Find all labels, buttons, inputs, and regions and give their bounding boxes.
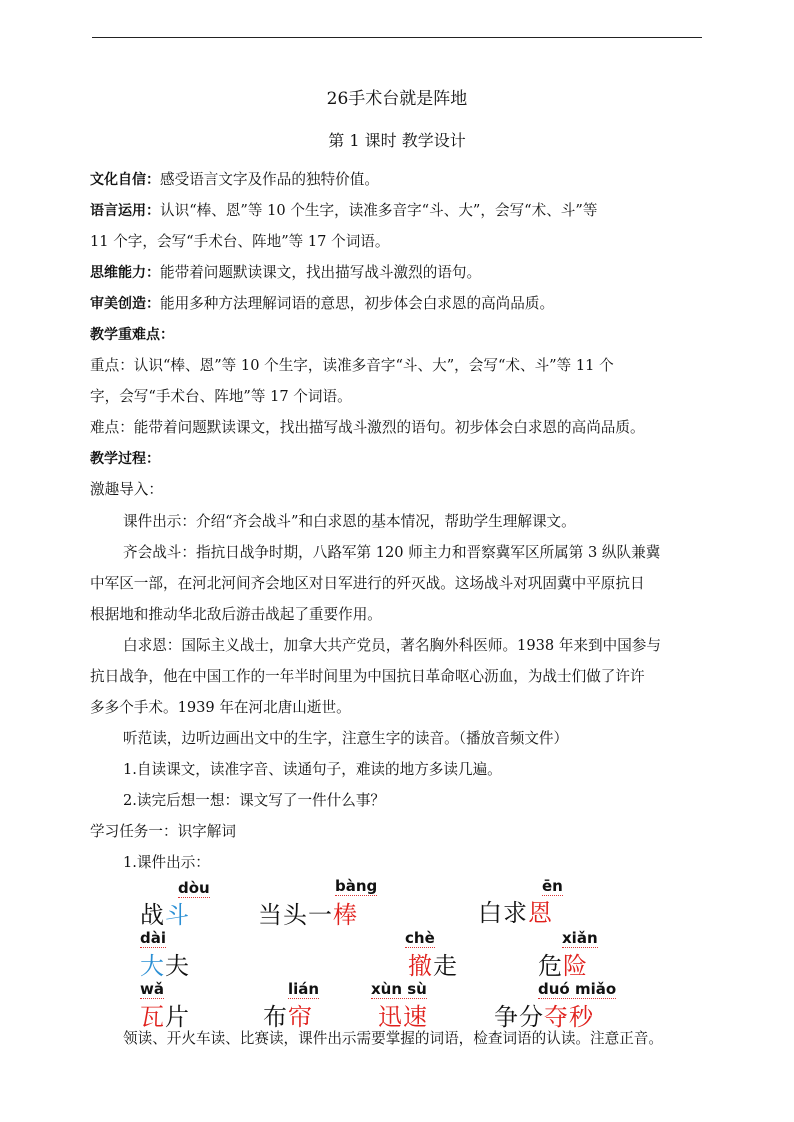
process-heading: 教学过程： <box>90 451 160 467</box>
pinyin-label: wǎ <box>140 980 164 998</box>
vocab-word: 瓦片 <box>140 1003 190 1031</box>
vocab-word: 战斗 <box>140 901 190 929</box>
goal-text: 认识“棒、恩”等 10 个生字，读准多音字“斗、大”，会写“术、斗”等 <box>160 202 598 219</box>
vocab-word: 当头一棒 <box>258 901 358 929</box>
task1-item: 1.课件出示： <box>123 854 210 871</box>
intro-line: 2.读完后想一想：课文写了一件什么事？ <box>123 792 386 809</box>
vocab-slide <box>138 875 658 1031</box>
goal-label: 语言运用： <box>90 203 160 219</box>
pinyin-label: dài <box>140 929 167 947</box>
key-points-heading: 教学重难点： <box>90 327 174 343</box>
intro-line: 中军区一部，在河北河间齐会地区对日军进行的歼灭战。这场战斗对巩固冀中平原抗日 <box>90 575 645 592</box>
goal-culture <box>90 170 379 190</box>
pinyin-label: xùn sù <box>371 980 427 998</box>
vocab-word: 大夫 <box>140 952 190 980</box>
goal-text: 能用多种方法理解词语的意思，初步体会白求恩的高尚品质。 <box>160 295 555 312</box>
task1-heading: 学习任务一：识字解词 <box>90 823 236 840</box>
pinyin-label: lián <box>288 980 320 998</box>
goal-aesthetic <box>90 294 554 314</box>
goal-thinking <box>90 263 481 283</box>
page-title: 26手术台就是阵地 <box>326 89 468 109</box>
goal-text: 能带着问题默读课文，找出描写战斗激烈的语句。 <box>160 264 482 281</box>
vocab-word: 撤走 <box>408 952 458 980</box>
key-point-line: 难点：能带着问题默读课文，找出描写战斗激烈的语句。初步体会白求恩的高尚品质。 <box>90 419 645 436</box>
closing-line: 领读、开火车读、比赛读，课件出示需要掌握的词语，检查词语的认读。注意正音。 <box>123 1030 663 1047</box>
intro-line: 1.自读课文，读准字音、读通句子，难读的地方多读几遍。 <box>123 761 502 778</box>
page-subtitle: 第 1 课时 教学设计 <box>328 131 466 150</box>
intro-heading: 激趣导入： <box>90 481 163 498</box>
pinyin-label: bàng <box>335 877 378 895</box>
intro-line: 多多个手术。1939 年在河北唐山逝世。 <box>90 699 351 716</box>
key-point-line: 重点：认识“棒、恩”等 10 个生字，读准多音字“斗、大”，会写“术、斗”等 11 个 <box>90 357 614 374</box>
pinyin-label: chè <box>405 929 435 947</box>
intro-line: 听范读，边听边画出文中的生字，注意生字的读音。（播放音频文件） <box>123 730 569 747</box>
vocab-word: 布帘 <box>263 1003 313 1031</box>
pinyin-label: duó miǎo <box>538 980 617 998</box>
goal-label: 文化自信： <box>90 172 160 188</box>
goal-label: 思维能力： <box>90 265 160 281</box>
vocab-word: 白求恩 <box>478 899 553 927</box>
header-rule <box>92 37 702 38</box>
goal-text: 感受语言文字及作品的独特价值。 <box>160 171 379 188</box>
intro-line: 抗日战争，他在中国工作的一年半时间里为中国抗日革命呕心沥血，为战士们做了许许 <box>90 668 645 685</box>
pinyin-label: xiǎn <box>562 929 598 947</box>
pinyin-label: dòu <box>178 879 210 897</box>
vocab-word: 危险 <box>538 952 588 980</box>
goal-language <box>90 201 597 221</box>
goal-label: 审美创造： <box>90 296 160 312</box>
intro-line: 根据地和推动华北敌后游击战起了重要作用。 <box>90 606 382 623</box>
vocab-word: 争分夺秒 <box>494 1003 594 1031</box>
goal-language-cont: 11 个字，会写“手术台、阵地”等 17 个词语。 <box>90 233 390 250</box>
pinyin-label: ēn <box>542 877 563 895</box>
intro-line: 课件出示：介绍“齐会战斗”和白求恩的基本情况，帮助学生理解课文。 <box>123 513 576 530</box>
vocab-word: 迅速 <box>378 1003 428 1031</box>
intro-line: 白求恩：国际主义战士，加拿大共产党员，著名胸外科医师。1938 年来到中国参与 <box>123 637 661 654</box>
intro-line: 齐会战斗：指抗日战争时期，八路军第 120 师主力和晋察冀军区所属第 3 纵队兼冀 <box>123 544 661 561</box>
key-point-line: 字，会写“手术台、阵地”等 17 个词语。 <box>90 388 352 405</box>
